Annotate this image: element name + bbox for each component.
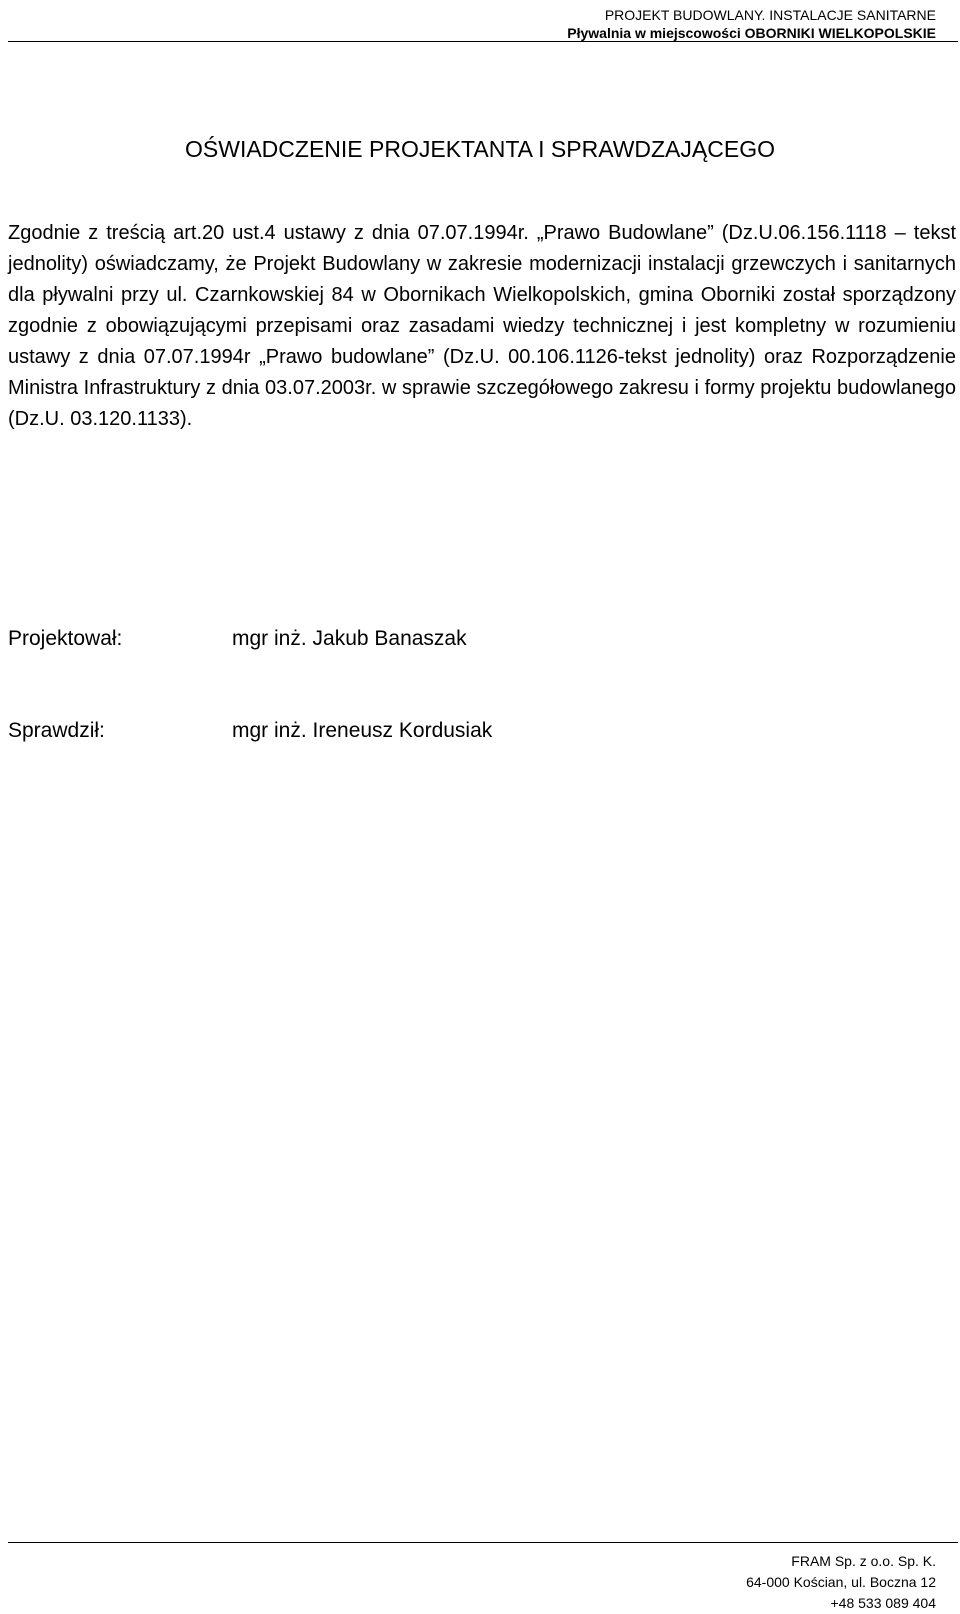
footer-company: FRAM Sp. z o.o. Sp. K. [791, 1553, 936, 1569]
checker-name: mgr inż. Ireneusz Kordusiak [232, 719, 493, 742]
footer-address: 64-000 Kościan, ul. Boczna 12 [746, 1574, 936, 1590]
designer-label: Projektował: [8, 627, 123, 650]
page-header [8, 6, 936, 42]
checker-label: Sprawdził: [8, 719, 105, 742]
header-divider [8, 41, 958, 42]
header-project-type: PROJEKT BUDOWLANY. INSTALACJE SANITARNE [604, 7, 936, 23]
footer-divider [8, 1542, 958, 1543]
header-project-location: Pływalnia w miejscowości OBORNIKI WIELKOPOLSKIE [567, 25, 936, 41]
document-title: OŚWIADCZENIE PROJEKTANTA I SPRAWDZAJĄCEGO [185, 136, 775, 162]
statement-paragraph: Zgodnie z treścią art.20 ust.4 ustawy z dnia 07.07.1994r. „Prawo Budowlane” (Dz.U.06.156.1118 – tekst jednolity) oświadczamy, że Projekt Budowlany w zakresie modernizacji instalacji grzewczych i sanitarnych dla pływalni przy ul. Czarnkowskiej 84 w Obornikach Wielkopolskich, gmina Oborniki został sporządzony zgodnie z obowiązującymi przepisami oraz zasadami wiedzy technicznej i jest kompletny w rozumieniu ustawy z dnia 07.07.1994r „Prawo budowlane” (Dz.U. 00.106.1126-tekst jednolity) oraz Rozporządzenie Ministra Infrastruktury z dnia 03.07.2003r. w sprawie szczegółowego zakresu i formy projektu budowlanego (Dz.U. 03.120.1133). [8, 222, 956, 430]
designer-name: mgr inż. Jakub Banaszak [232, 627, 467, 650]
footer-phone: +48 533 089 404 [830, 1595, 936, 1611]
page-footer [746, 1551, 936, 1614]
